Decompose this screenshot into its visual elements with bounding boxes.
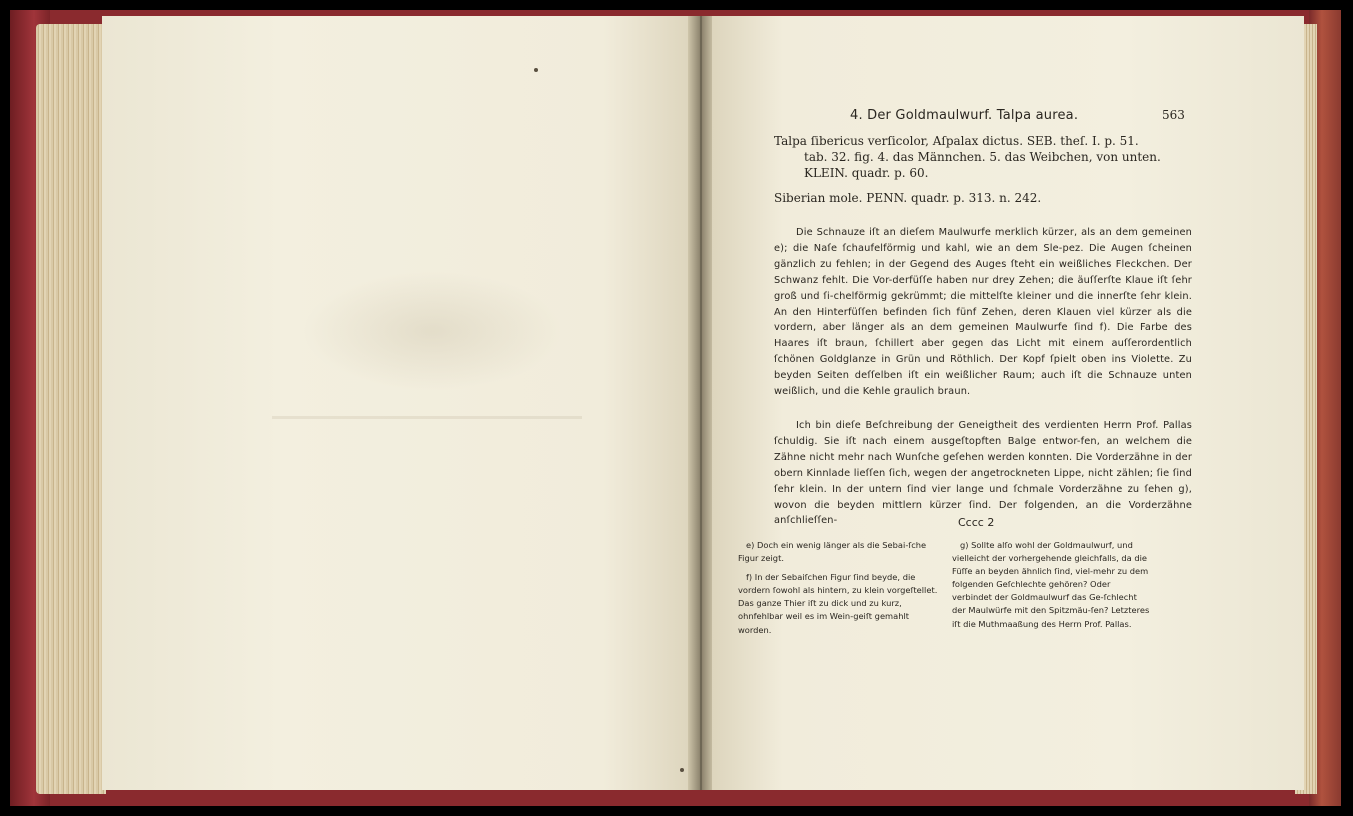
synonymy-block bbox=[774, 133, 1161, 181]
page-edges-left bbox=[36, 24, 106, 794]
paragraph: Die Schnauze iſt an dieſem Maulwurfe merklich kürzer, als an dem gemeinen e); die Naſe ſchaufelförmig und kahl, wie an dem Sle-pez. Die Augen ſcheinen gänzlich zu fehlen; in der Gegend des Auges ſteht ein weißliches Fleckchen. Der Schwanz fehlt. Die Vor-derfüſſe haben nur drey Zehen; die äuſſerſte Klaue iſt ſehr groß und ſi-chelförmig gekrümmt; die mittelſte kleiner und die innerſte ſehr klein. An den Hinterfüſſen befinden ſich fünf Zehen, deren Klauen viel kürzer als die vordern, aber länger als an dem gemeinen Maulwurfe ſind f). Die Farbe des Haares iſt braun, ſchillert aber gegen das Licht mit einem auſſerordentlich ſchönen Goldglanze in Grün und Röthlich. Der Kopf ſpielt oben ins Violette. Zu beyden Seiten deſſelben iſt ein weißlicher Raum; auch iſt die Schnauze unten weißlich, und die Kehle graulich braun. bbox=[774, 227, 1192, 398]
book-gutter bbox=[688, 16, 714, 790]
main-text bbox=[774, 418, 1192, 529]
footnote: e) Doch ein wenig länger als die Sebai-ſche Figur zeigt. bbox=[738, 540, 927, 564]
footnotes-right bbox=[952, 539, 1152, 637]
synonym-line: Talpa ſibericus verſicolor, Aſpalax dictus. SEB. theſ. I. p. 51. bbox=[774, 134, 1139, 148]
main-text bbox=[774, 225, 1192, 400]
signature-mark: Cccc 2 bbox=[958, 516, 995, 529]
page-number: 563 bbox=[1162, 108, 1185, 122]
running-head bbox=[712, 108, 1304, 126]
footnote: g) Sollte alſo wohl der Goldmaulwurf, und vielleicht der vorhergehende gleichfalls, da die Füſſe an beyden ähnlich ſind, viel-mehr zu dem folgenden Geſchlechte gehören? Oder verbindet der Goldmaulwurf das Ge-ſchlecht der Maulwürfe mit den Spitzmäu-ſen? Letzteres iſt die Muthmaaßung des Herrn Prof. Pallas. bbox=[952, 540, 1150, 629]
footnote: f) In der Sebaiſchen Figur ſind beyde, die vordern ſowohl als hintern, zu klein vorgeſtellet. Das ganze Thier iſt zu dick und zu kurz, ohnfehlbar weil es im Wein-geiſt gemahlt worden. bbox=[738, 572, 938, 635]
show-through-line bbox=[272, 416, 582, 419]
speck bbox=[534, 68, 538, 72]
synonym-line: Siberian mole. PENN. quadr. p. 313. n. 242. bbox=[774, 191, 1042, 205]
footnotes-left bbox=[738, 539, 938, 643]
show-through-illustration bbox=[302, 271, 562, 391]
paragraph: Ich bin dieſe Beſchreibung der Geneigtheit des verdienten Herrn Prof. Pallas ſchuldig. Sie iſt nach einem ausgeſtopften Balge entwor-fen, an welchem die Zähne nicht mehr nach Wunſche geſehen werden konnten. Die Vorderzähne in der obern Kinnlade lieſſen ſich, wegen der angetrockneten Lippe, nicht zählen; ſie ſind ſehr klein. In der untern ſind vier lange und ſchmale Vorderzähne zu ſehen g), wovon die beyden mittlern kürzer ſind. Der folgenden, an die Vorderzähne anſchlieſſen- bbox=[774, 420, 1192, 527]
synonym-line: KLEIN. quadr. p. 60. bbox=[804, 166, 929, 180]
book bbox=[10, 10, 1341, 806]
right-page bbox=[712, 16, 1304, 790]
synonym-line: tab. 32. fig. 4. das Männchen. 5. das Weibchen, von unten. bbox=[804, 150, 1161, 164]
left-page-blank bbox=[102, 16, 692, 790]
running-head-title: 4. Der Goldmaulwurf. Talpa aurea. bbox=[850, 108, 1079, 123]
speck bbox=[680, 768, 684, 772]
